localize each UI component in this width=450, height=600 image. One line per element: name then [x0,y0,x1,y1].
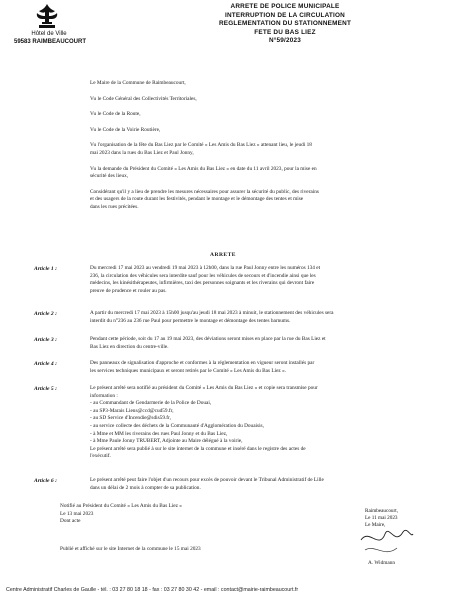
article-1-text [90,265,420,295]
article-line: Des panneaux de signalisation d'approche et conformes à la réglementation en vigueur seront installés par [90,360,315,366]
article-4-label: Article 4 : [34,361,57,367]
article-1-label: Article 1 : [34,266,57,272]
considering-line: et des usagers de la route durant les festivités, pendant le montage et le démontage des tentes et mise [90,196,304,203]
article-line: interdit du n°236 au 236 rue Paul pour permettre le montage et démontage des tentes barnums. [90,317,291,324]
article-line: médecins, les kinésithérapeutes, infirmières, taxi des personnes soignants et les riverains qui devront faire [90,280,315,287]
article-line: dans un délai de 2 mois à compter de sa publication. [90,484,201,491]
visa-line: Vu le Code de la Voirie Routière, [90,126,161,133]
article-2-text [90,310,420,325]
article-line: Du mercredi 17 mai 2023 au vendredi 19 mai 2023 à 12h00, dans la rue Paul Jonny entre les numéros 134 et [90,265,321,271]
article-3-text [90,336,420,351]
title-line: INTERRUPTION DE LA CIRCULATION [225,11,345,19]
title-line: FETE DU BAS LIEZ [254,28,316,36]
visa-line: mai 2023 dans la rues du Bas Liez et Paul Jonny, [90,149,194,156]
notification-date: Le 13 mai 2023 [60,510,94,517]
article-line: l'exécutif. [90,453,111,460]
signature-place: Raimbeaucourt, [365,508,398,514]
article-line: Bas Liez en direction du centre-ville. [90,343,169,350]
visa-line: Vu le Code de la Route, [90,111,141,118]
article-line: Le présent arrêté sera notifié au président du Comité « Les Amis du Bas Liez » et copie sera transmise pour [90,385,318,391]
page-footer: Centre Administratif Charles de Gaulle - tél. : 03 27 80 18 18 - fax : 03 27 80 30 42 - email : contact@mairie-raimbeaucourt.fr [6,587,299,593]
article-line: Le présent arrêté sera publié à sur le site internet de la commune et inséré dans le registre des actes de [90,445,306,452]
article-line: preuve de prudence et rouler au pas. [90,287,167,294]
article-3-label: Article 3 : [34,337,57,343]
article-line: les services techniques municipaux et seront retirés par le Comité « Les Amis du Bas Liez ». [90,367,287,374]
article-line: 236, la circulation des véhicules sera interdite sauf pour les véhicules de secours et d'incendie ainsi que les [90,272,316,279]
notification-block [60,503,260,526]
signer-name: A. Widmann [368,560,396,566]
title-line: REGLEMENTATION DU STATIONNEMENT [218,20,352,28]
city-address: 59583 RAIMBEAUCOURT [14,39,87,45]
article-4-text [90,360,420,375]
visa-line: Vu le Code Général des Collectivités Territoriales, [90,95,197,102]
notification-line: Notifié au Président du Comité « Les Amis du Bas Liez » [60,503,182,509]
article-line: - au SP3-Marais Liens@ccd@cud59.fr, [90,407,174,414]
article-2-label: Article 2 : [34,311,57,317]
article-6-label: Article 6 : [34,478,57,484]
visa-line: sécurité des lieux, [90,173,129,180]
considering-line: Considérant qu'il y a lieu de prendre les mesures nécessaires pour assurer la sécurité du public, des riverains [90,188,319,195]
publication-line: Publié et affiché sur le site Internet de la commune le 15 mai 2023 [60,546,201,552]
visa-line: Vu l'organisation de la fête du Bas Liez par le Comité « Les Amis du Bas Liez » attenant lieu, le jeudi 18 [90,142,312,149]
article-line: - à Mme et MM les riverains des rues Paul Jonny et du Bas Liez, [90,430,228,437]
article-line: A partir du mercredi 17 mai 2023 à 15h00 jusqu'au jeudi 18 mai 2023 à minuit, le stationnement des véhicules sera [90,310,334,316]
article-line: - au service collecte des déchets de la Communauté d'Agglomération du Douaisis, [90,422,264,429]
article-line: - au SD Service d'Incendie@sdis59.fr, [90,415,171,422]
article-6-text [90,477,420,492]
article-line: - au Commandant de Gendarmerie de la Police de Douai, [90,400,212,407]
article-line: - à Mme Paule Jonny TRUBERT, Adjointe au Maire délégué à la voirie, [90,438,243,445]
arrete-heading: ARRETE [210,252,236,258]
notification-line: Dont acte [60,518,81,525]
article-line: information : [90,392,118,399]
mayor-line: Le Maire de la Commune de Raimbeaucourt, [90,80,186,86]
article-5-text [90,385,420,461]
signature-date: Le 11 mai 2023 [365,515,398,522]
city-label: Hôtel de Ville [31,31,67,37]
article-line: Le présent arrêté peut faire l'objet d'un recours pour excès de pouvoir devant le Tribunal Administratif de Lille [90,477,324,483]
city-header [14,30,87,46]
title-line: ARRETE DE POLICE MUNICIPALE [230,3,340,10]
decree-number: N°59/2023 [268,37,302,45]
signature-title: Le Maire, [365,522,386,529]
city-crest-logo [30,3,64,30]
visa-line: Vu la demande du Président du Comité « Les Amis du Bas Liez » en date du 11 avril 2023, pour la mise en [90,165,317,172]
considerants [90,80,420,212]
article-5-label: Article 5 : [34,386,57,392]
decree-title [190,3,380,46]
considering-line: dans les rues précitées. [90,203,139,210]
article-line: Pendant cette période, soit du 17 au 19 mai 2023, des déviations seront mises en place par la rue du Bas Liez et [90,336,326,342]
